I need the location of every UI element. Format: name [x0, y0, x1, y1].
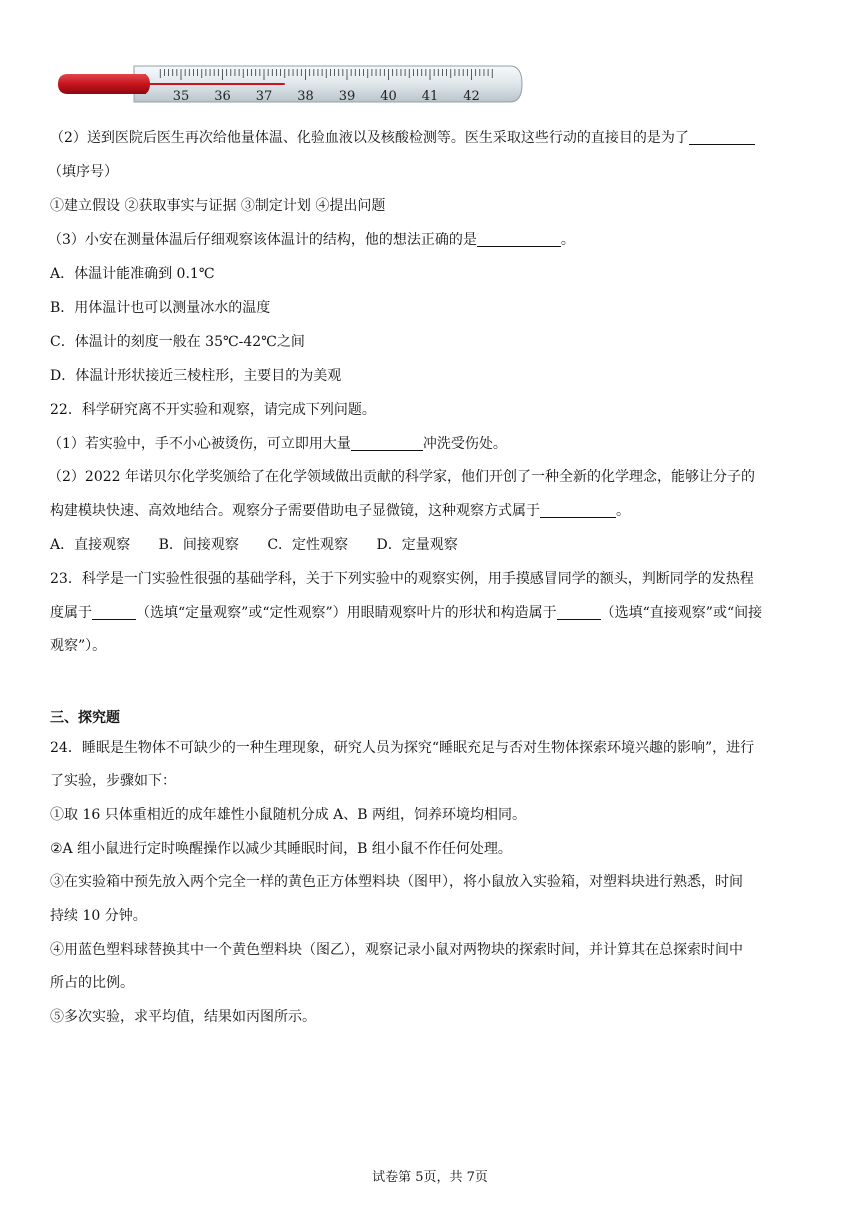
q22-option-d: D．定量观察: [376, 537, 458, 553]
q22-title: 22．科学研究离不开实验和观察，请完成下列问题。: [50, 402, 376, 418]
q23-line3: 观察”）。: [50, 638, 107, 654]
q24-step3-line1: ③在实验箱中预先放入两个完全一样的黄色正方体塑料块（图甲），将小鼠放入实验箱，对塑料块进行熟悉，时间: [50, 874, 743, 890]
scale-number: 38: [297, 89, 314, 104]
scale-number: 35: [172, 89, 190, 104]
q22-option-c: C．定性观察: [267, 537, 349, 553]
scale-number: 41: [421, 89, 439, 104]
q24-step3-line2: 持续 10 分钟。: [50, 908, 147, 924]
thermometer-illustration: [54, 60, 526, 108]
scale-number: 40: [380, 89, 397, 104]
q22-part2-line2: 构建模块快速、高效地结合。观察分子需要借助电子显微镜，这种观察方式属于 。: [50, 503, 630, 519]
section3-title: 三、探究题: [50, 710, 120, 726]
scale-number: 39: [338, 89, 356, 104]
q22-part2-answer-blank[interactable]: [540, 501, 616, 518]
q24-step2: ②A 组小鼠进行定时唤醒操作以减少其睡眠时间，B 组小鼠不作任何处理。: [50, 841, 512, 857]
q23-line1: 23．科学是一门实验性很强的基础学科，关于下列实验中的观察实例，用手摸感冒同学的额头，判断同学的发热程: [50, 571, 754, 587]
q24-step4-line2: 所占的比例。: [50, 975, 134, 991]
scale-number: 36: [214, 89, 231, 104]
q21-part3: （3）小安在测量体温后仔细观察该体温计的结构，他的想法正确的是 。: [48, 232, 575, 248]
q21-option-d: D．体温计形状接近三棱柱形，主要目的为美观: [50, 368, 342, 384]
q23-answer-blank-1[interactable]: [92, 603, 136, 620]
q21-part3-answer-blank[interactable]: [477, 230, 561, 247]
q22-part1-answer-blank[interactable]: [351, 434, 423, 451]
thermometer-bulb: [58, 74, 146, 94]
q24-line1: 24．睡眠是生物体不可缺少的一种生理现象，研究人员为探究“睡眠充足与否对生物体探索环境兴趣的影响”，进行: [50, 740, 755, 756]
q22-options: [50, 535, 810, 555]
q23-line2: 度属于 （选填“定量观察”或“定性观察”）用眼睛观察叶片的形状和构造属于 （选填“直接观察”或“间接: [50, 605, 763, 621]
q24-step5: ⑤多次实验，求平均值，结果如丙图所示。: [50, 1009, 316, 1025]
scale-number: 42: [463, 89, 480, 104]
q21-part2-answer-blank[interactable]: [689, 128, 755, 145]
q21-option-c: C．体温计的刻度一般在 35℃-42℃之间: [50, 334, 305, 350]
q23-answer-blank-2[interactable]: [557, 603, 601, 620]
mercury-column: [144, 83, 285, 85]
q22-option-a: A．直接观察: [50, 537, 131, 553]
q24-step1: ①取 16 只体重相近的成年雄性小鼠随机分成 A、B 两组，饲养环境均相同。: [50, 807, 527, 823]
q24-step4-line1: ④用蓝色塑料球替换其中一个黄色塑料块（图乙），观察记录小鼠对两物块的探索时间，并计算其在总探索时间中: [50, 942, 743, 958]
q22-part2-line1: （2）2022 年诺贝尔化学奖颁给了在化学领域做出贡献的科学家，他们开创了一种全新的化学理念，能够让分子的: [48, 469, 755, 485]
page-footer: 试卷第 5页，共 7页: [372, 1170, 488, 1185]
q21-option-a: A．体温计能准确到 0.1℃: [50, 266, 215, 282]
scale-number: 37: [255, 89, 273, 104]
q24-line2: 了实验，步骤如下：: [50, 773, 176, 789]
q21-part2-choices: ①建立假设 ②获取事实与证据 ③制定计划 ④提出问题: [50, 198, 386, 214]
q21-part2-line2: （填序号）: [48, 164, 118, 180]
q21-option-b: B．用体温计也可以测量冰水的温度: [50, 300, 271, 316]
q22-part1: （1）若实验中，手不小心被烫伤，可立即用大量 冲洗受伤处。: [48, 436, 507, 452]
q22-option-b: B．间接观察: [158, 537, 239, 553]
q21-part2: （2）送到医院后医生再次给他量体温、化验血液以及核酸检测等。医生采取这些行动的直接目的是为了: [50, 128, 810, 148]
